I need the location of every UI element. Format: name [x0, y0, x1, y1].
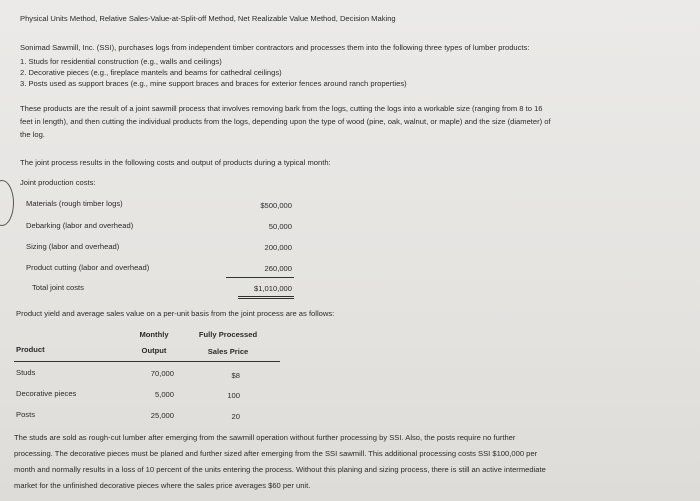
- table-cell-product: Posts: [16, 410, 35, 419]
- table-cell-output: 5,000: [154, 390, 174, 399]
- table-cell-product: Studs: [16, 368, 36, 377]
- page-curl-mark: [0, 180, 14, 226]
- paragraph-line: These products are the result of a joint sawmill process that involves removing bark from the logs, cutting the logs into a workable size (ranging from 8 to 16: [20, 104, 543, 113]
- col-header-output-1: Monthly: [139, 330, 169, 339]
- table-cell-output: 25,000: [150, 411, 174, 420]
- table-header-rule: [14, 361, 280, 362]
- total-double-rule: [238, 296, 294, 299]
- list-item: 2. Decorative pieces (e.g., fireplace mantels and beams for cathedral ceilings): [20, 68, 282, 77]
- list-item: 1. Studs for residential construction (e.g., walls and ceilings): [20, 57, 222, 66]
- list-item: 3. Posts used as support braces (e.g., mine support braces and braces for exterior fences around ranch properties): [20, 79, 407, 88]
- cost-value: $500,000: [260, 201, 292, 210]
- paragraph-line: the log.: [20, 130, 45, 139]
- table-cell-price: $8: [231, 371, 240, 380]
- col-header-price-2: Sales Price: [207, 347, 249, 356]
- costs-title: Joint production costs:: [20, 178, 96, 187]
- col-header-output-2: Output: [141, 346, 167, 355]
- cost-value: 200,000: [264, 243, 292, 252]
- table-cell-price: 100: [227, 391, 240, 400]
- paragraph-line: The studs are sold as rough-cut lumber after emerging from the sawmill operation without further processing by SSI. Also, the posts require no further: [14, 433, 516, 442]
- cost-label: Product cutting (labor and overhead): [26, 263, 150, 272]
- paragraph-line: month and normally results in a loss of 10 percent of the units entering the process. Without this planing and sizing process, there is still an active intermediate: [14, 465, 546, 474]
- paragraph-line: feet in length), and then cutting the individual products from the logs, depending upon the type of wood (pine, oak, walnut, or maple) and the size (diameter) of: [20, 117, 551, 126]
- header-title: Physical Units Method, Relative Sales-Value-at-Split-off Method, Net Realizable Value Method, Decision Making: [20, 14, 396, 23]
- table-cell-output: 70,000: [150, 369, 174, 378]
- cost-value: 260,000: [264, 264, 292, 273]
- total-label: Total joint costs: [32, 283, 84, 292]
- col-header-product: Product: [16, 345, 45, 354]
- costs-intro: The joint process results in the following costs and output of products during a typical month:: [20, 158, 331, 167]
- cost-label: Sizing (labor and overhead): [26, 242, 120, 251]
- subtotal-rule: [226, 277, 294, 278]
- yield-intro: Product yield and average sales value on a per-unit basis from the joint process are as follows:: [16, 309, 335, 318]
- cost-label: Materials (rough timber logs): [26, 199, 123, 208]
- cost-value: 50,000: [268, 222, 292, 231]
- cost-label: Debarking (labor and overhead): [26, 221, 134, 230]
- total-value: $1,010,000: [253, 284, 292, 293]
- table-cell-product: Decorative pieces: [16, 389, 77, 398]
- table-cell-price: 20: [231, 412, 240, 421]
- paragraph-line: market for the unfinished decorative pieces where the sales price averages $60 per unit.: [14, 481, 311, 490]
- col-header-price-1: Fully Processed: [198, 330, 258, 339]
- intro-text: Sonimad Sawmill, Inc. (SSI), purchases logs from independent timber contractors and processes them into the following three types of lumber products:: [20, 43, 530, 52]
- paragraph-line: processing. The decorative pieces must be planed and further sized after emerging from the SSI sawmill. This additional processing costs SSI $100,000 per: [14, 449, 538, 458]
